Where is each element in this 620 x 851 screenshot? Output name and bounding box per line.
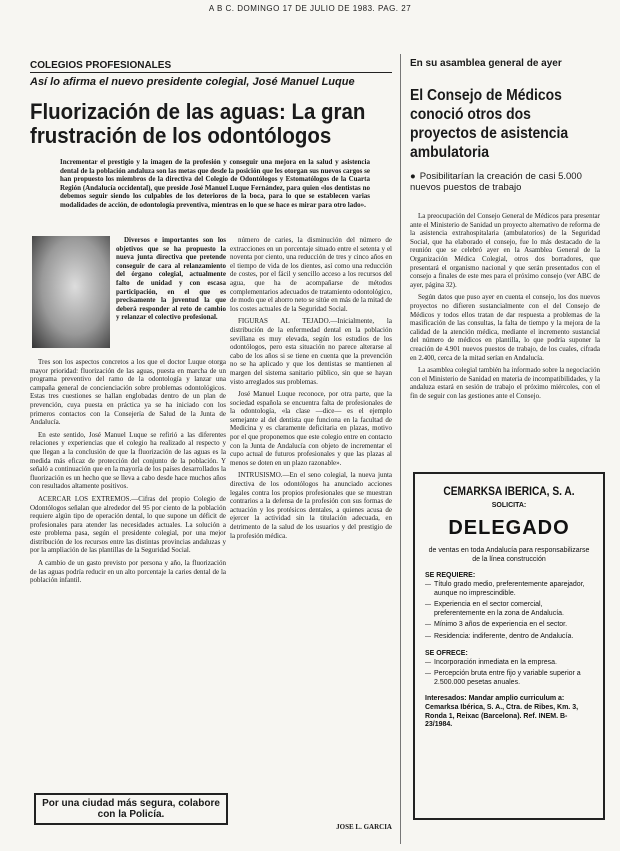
article-kicker: Así lo afirma el nuevo presidente colegial, José Manuel Luque xyxy=(30,76,355,88)
ad-offers-heading: SE OFRECE: xyxy=(425,649,468,657)
ad-contact: Interesados: Mandar amplio curriculum a: Cemarksa Ibérica, S. A., Ctra. de Ribes, Km. 3, Ronda 1, Reixac (Barcelona). Ref. INEM. B-23/1984. xyxy=(425,695,579,729)
ad-title: DELEGADO xyxy=(448,517,570,539)
paragraph: INTRUSISMO.—En el seno colegial, la nueva junta directiva de los odontólogos ha anunciado acciones legales contra los propios profesionales que se muestran contrarios a la defensa de la profesión con sus formas de actuación y los protésicos dentales, a quienes acusa de ejercer la actividad sin la titulación adecuada, en detrimento de la salud de los usuarios y del prestigio de la profesión médica. xyxy=(230,471,392,540)
paragraph: A cambio de un gasto previsto por persona y año, la fluorización de las aguas podría reducir en un alto porcentaje la caries dental de la población infantil. xyxy=(30,559,226,585)
column-divider xyxy=(400,54,401,844)
right-bullet xyxy=(410,171,600,193)
right-body xyxy=(410,212,600,404)
ad-company: CEMARKSA IBERICA, S. A. xyxy=(443,484,575,498)
paragraph: Tres son los aspectos concretos a los que el doctor Luque otorga mayor prioridad: fluorización de las aguas, puesta en marcha de un programa preventivo del ramo de la odontología y lanzar una campaña general de concienciación sobre problemas odontológicos. Estas tres cuestiones se hallan englobadas dentro de un plan de prevención, cuya puesta en práctica ya se ha iniciado con los primeros contactos con la Consejería de Salud de la Junta de Andalucía. xyxy=(30,358,226,427)
portrait-photo xyxy=(32,236,110,348)
article-column-a1 xyxy=(116,236,226,326)
section-label: COLEGIOS PROFESIONALES xyxy=(30,60,392,73)
article-column-a2 xyxy=(30,358,226,589)
paragraph: En este sentido, José Manuel Luque se refirió a las diferentes relaciones y experiencias que el colegio ha realizado al respecto y que llegan a la conclusión de que la fluorización de las aguas es la medida más eficaz de protección del conjunto de la población. Y señaló a continuación que en la mayoría de los países desarrollados la fluorización es un hecho que se lleva a cabo desde hace muchos años con resultados altamente positivos. xyxy=(30,430,226,491)
paragraph: La preocupación del Consejo General de Médicos para presentar ante el Ministerio de Sanidad un proyecto alternativo de reforma de la asistencia extrahospitalaria (ambulatorios) de la Seguridad Social, que ha elaborado el consejo, fue lo más destacado de la reunión que se celebró ayer en la Asamblea General de la Organización Médica Colegial, otros dos borradores, que presentará el organismo nacional y que serán presentados con el consejo a finales de este mes para el próximo consejo (ver ABC de ayer, página 32). xyxy=(410,212,600,289)
right-kicker: En su asamblea general de ayer xyxy=(410,58,562,69)
list-item: — Mínimo 3 años de experiencia en el sector. xyxy=(425,621,595,630)
page-header: A B C. DOMINGO 17 DE JULIO DE 1983. PAG. 27 xyxy=(208,4,412,13)
police-notice-box: Por una ciudad más segura, colabore con la Policía. xyxy=(34,793,228,825)
ad-offers-list xyxy=(415,659,603,688)
list-item: — Experiencia en el sector comercial, preferentemente en la zona de Andalucía. xyxy=(425,601,595,618)
ad-requirements-list xyxy=(415,581,603,642)
article-intro: Incrementar el prestigio y la imagen de la profesión y conseguir una mejora en la salud y asistencia dental de la población andaluza son las metas que desde la posición que les otorgan sus nuevos cargos se han propuesto los miembros de la directiva del Colegio de Odontólogos y Estomatólogos de la Cuarta Región (Andalucía occidental), que preside José Manuel Luque Fernández, para quien «los dentistas no debemos seguir siendo los culpables de los deterioros de la boca, para lo que se establecen varias modalidades de acción, de odontología preventiva, mientras en lo que se hace es mirar para otro lado». xyxy=(60,158,370,209)
list-item: — Percepción bruta entre fijo y variable superior a 2.500.000 pesetas anuales. xyxy=(425,670,595,687)
paragraph: La asamblea colegial también ha informado sobre la negociación con el Ministerio de Sanidad en materia de incompatibilidades, y la andaluza estará en sesión de trabajo el próximo miércoles, con el fin de seguir con las gestiones ante el Consejo. xyxy=(410,366,600,400)
paragraph: Diversos e importantes son los objetivos que se ha propuesto la nueva junta directiva que pretende conseguir de cara al relanzamiento del órgano colegial, actualmente falto de unidad y con escasa participación, en el que es precisamente la juventud la que deberá responder al reto de cambio y relanzar el colectivo profesional. xyxy=(116,236,226,322)
list-item: — Incorporación inmediata en la empresa. xyxy=(425,659,595,668)
author-signature: JOSE L. GARCIA xyxy=(336,823,392,831)
list-item: — Residencia: indiferente, dentro de Andalucía. xyxy=(425,633,595,642)
article-column-b xyxy=(230,236,392,544)
paragraph: Según datos que puso ayer en cuenta el consejo, los dos nuevos proyectos no difieren sustancialmente con el del Consejo de Médicos y todos ellos tratan de dar respuesta a problemas de la masificación de las consultas, la falta de tiempo y la mejora de la calidad de la atención médica, mediante el incremento sustancial del número de médicos en plantilla, lo que podría suponer la creación de 4.901 nuevos puestos de trabajo, de los cuales, cifrada en 2.400, cerca de la mitad serían en Andalucía. xyxy=(410,293,600,362)
ad-solicita: SOLICITA: xyxy=(491,502,527,509)
paragraph: número de caries, la disminución del número de extracciones en un porcentaje situado entre el setenta y el noventa por ciento, una reducción de tres y cinco años en el tiempo de vida de los dientes, así como una reducción de costes, por el fácil y sencillo acceso a los recursos del agua, que ha de acompañarse de métodos complementarios adecuados de tratamiento odontológico, de modo que el ahorro neto se sitúe en más de la mitad de los costes actuales de la Seguridad Social. xyxy=(230,236,392,313)
job-advert xyxy=(413,472,605,820)
list-item: — Título grado medio, preferentemente aparejador, aunque no imprescindible. xyxy=(425,581,595,598)
bullet-text: Posibilitarían la creación de casi 5.000 nuevos puestos de trabajo xyxy=(410,171,582,193)
ad-subtitle: de ventas en toda Andalucía para responsabilizarse de la línea construcción xyxy=(428,547,590,563)
right-headline: El Consejo de Médicos conoció otros dos proyectos de asistencia ambulatoria xyxy=(410,87,569,161)
ad-requirements-heading: SE REQUIERE: xyxy=(425,572,476,579)
bullet-icon: ● xyxy=(410,171,416,182)
paragraph: José Manuel Luque reconoce, por otra parte, que la sociedad española se encuentra falta de profesionales de la odontología, «la clase —dice— es el ejemplo semejante al del dentista que funciona en la facultad de Medicina y es claramente deficitaria en plazas, motivo por el que proponemos que este colegio entre en contacto con la Junta de Andalucía con objeto de incrementar el cupo actual de futuros profesionales y que las plazas al menos se doten en un plazo razonable». xyxy=(230,390,392,467)
paragraph: ACERCAR LOS EXTREMOS.—Cifras del propio Colegio de Odontólogos señalan que alrededor del 95 por ciento de la población requiere algún tipo de operación dental, lo que supone un déficit de profesionales para atender las necesidades actuales. La solución a este problema pasa, según el presidente colegial, por una mejor distribución de los recursos entre las distintas provincias andaluzas y por la ampliación de las plantillas de la Seguridad Social. xyxy=(30,494,226,555)
article-headline: Fluorización de las aguas: La gran frustración de los odontólogos xyxy=(30,99,366,148)
paragraph: FIGURAS AL TEJADO.—Inicialmente, la distribución de la enfermedad dental en la población sevillana es muy elevada, según los estudios de los odontólogos, pero esta situación no parece alterarse al cabo de los años si se tiene en cuenta que la prevención no se ha aplicado y que los dentistas se mantienen al margen del sistema sanitario público, sin que se hayan visto arreglados sus problemas. xyxy=(230,317,392,386)
